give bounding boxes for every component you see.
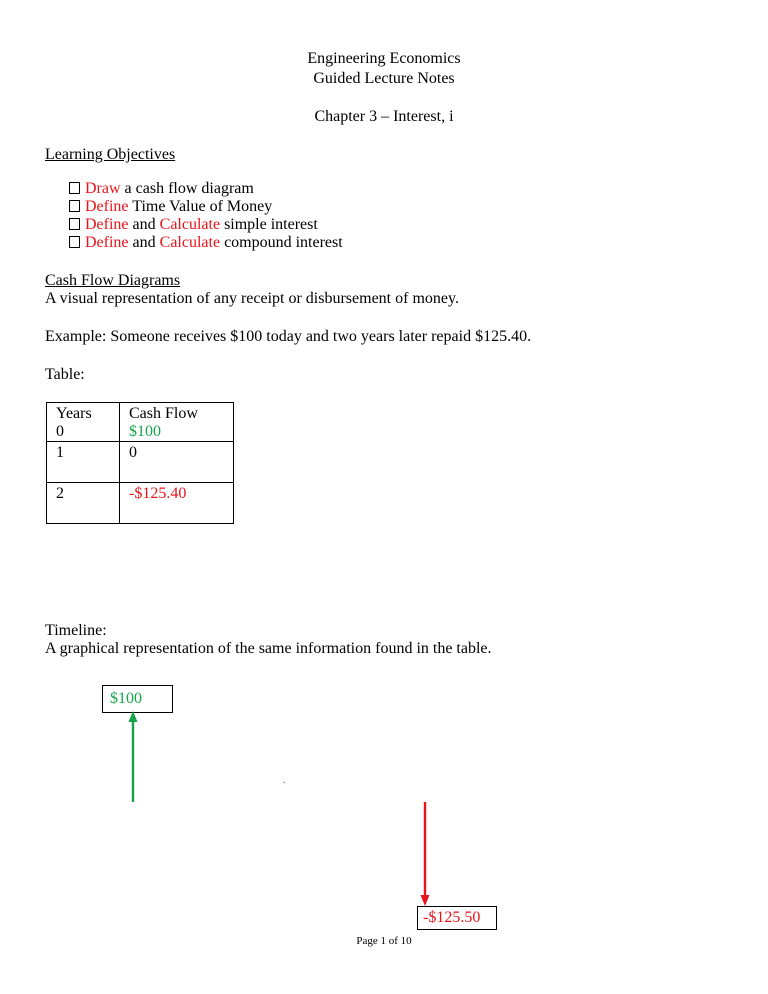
timeline-definition: A graphical representation of the same information found in the table. [45,640,492,657]
objective-verb: Define [85,234,129,251]
objective-text: and [128,216,160,233]
page-number: Page 1 of 10 [356,935,412,947]
table-label: Table: [45,366,85,383]
objective-verb: Calculate [159,216,221,233]
objective-verb: Define [85,198,129,215]
notes-subtitle: Guided Lecture Notes [313,70,455,87]
receipt-arrow [129,711,138,802]
objective-text: simple interest [220,216,318,233]
objective-text: Time Value of Money [128,198,273,215]
objective-text: and [128,234,160,251]
cashflow-heading: Cash Flow Diagrams [45,272,181,289]
objectives-heading: Learning Objectives [45,146,176,163]
table-cell-flow: 0 [120,442,234,483]
header-cash-flow: Cash Flow [129,405,198,422]
timeline-heading: Timeline: [45,622,107,639]
objective-verb: Define [85,216,129,233]
objective-text: compound interest [220,234,343,251]
chapter-title: Chapter 3 – Interest, i [314,108,454,125]
payment-label: -$125.50 [423,909,481,926]
objective-text: a cash flow diagram [120,180,254,197]
cashflow-definition: A visual representation of any receipt or disbursement of money. [45,290,459,307]
table-cell-year: 1 [47,442,120,483]
table-cell-year: 0 [56,423,64,440]
table-cell-flow: $100 [129,423,161,440]
cashflow-example: Example: Someone receives $100 today and two years later repaid $125.40. [45,328,532,345]
payment-label-box [417,906,497,930]
objective-verb: Draw [85,180,121,197]
stray-dot: . [283,775,286,786]
header-years: Years [56,405,92,422]
objective-verb: Calculate [159,234,221,251]
receipt-label: $100 [110,690,142,707]
table-cell-flow: -$125.40 [120,483,234,524]
course-title: Engineering Economics [307,50,461,67]
payment-arrow [421,802,430,906]
table-cell-year: 2 [47,483,120,524]
